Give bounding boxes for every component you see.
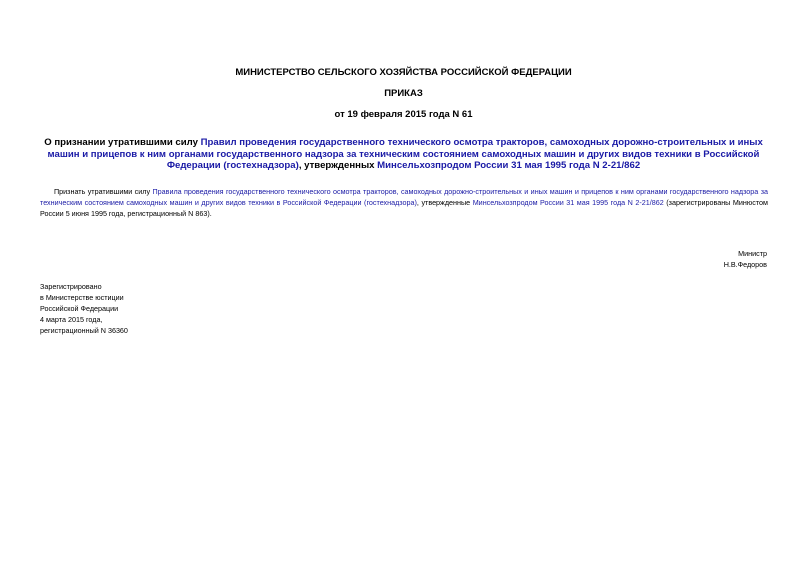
title-ministry-link[interactable]: Минсельхозпродом России 31 мая 1995 года N 2-21/862 [377, 160, 641, 171]
registration-line: 4 марта 2015 года, [40, 315, 103, 324]
registration-line: Зарегистрировано [40, 282, 102, 291]
title-rules-link[interactable]: Правил проведения государственного технического осмотра тракторов, самоходных дорожно-строительных и иных машин и прицепов к ним органами государственного надзора за техническим состоянием самоходных машин и других видов техники в Российской Федерации (гостехнадзора) [47, 137, 763, 171]
title-prefix: О признании утратившими силу [44, 137, 201, 148]
registration-block [40, 281, 128, 336]
doc-type-heading: ПРИКАЗ [384, 88, 423, 99]
signature-name: Н.В.Федоров [723, 260, 767, 269]
body-ministry-link[interactable]: Минсельхозпродом России 31 мая 1995 года N 2-21/862 [472, 198, 664, 207]
body-middle: , утвержденные [416, 198, 473, 207]
date-line: от 19 февраля 2015 года N 61 [334, 109, 473, 120]
body-suffix: (зарегистрированы Минюстом России 5 июня 1995 года, регистрационный N 863). [40, 198, 768, 218]
body-rules-link[interactable]: Правила проведения государственного технического осмотра тракторов, самоходных дорожно-строительных и иных машин и прицепов к ним органами государственного надзора за техническим состоянием самоходных машин и других видов техники в Российской Федерации (гостехнадзора) [40, 187, 768, 207]
signature-block [724, 248, 767, 270]
title-middle: , утвержденных [298, 160, 378, 171]
body-prefix: Признать утратившими силу [54, 187, 153, 196]
document-title [40, 137, 767, 172]
registration-line: регистрационный N 36360 [40, 326, 128, 335]
registration-line: в Министерстве юстиции [40, 293, 124, 302]
registration-line: Российской Федерации [40, 304, 119, 313]
ministry-heading: МИНИСТЕРСТВО СЕЛЬСКОГО ХОЗЯЙСТВА РОССИЙСКОЙ ФЕДЕРАЦИИ [235, 67, 572, 78]
body-paragraph [40, 186, 768, 219]
signature-position: Министр [738, 249, 767, 258]
